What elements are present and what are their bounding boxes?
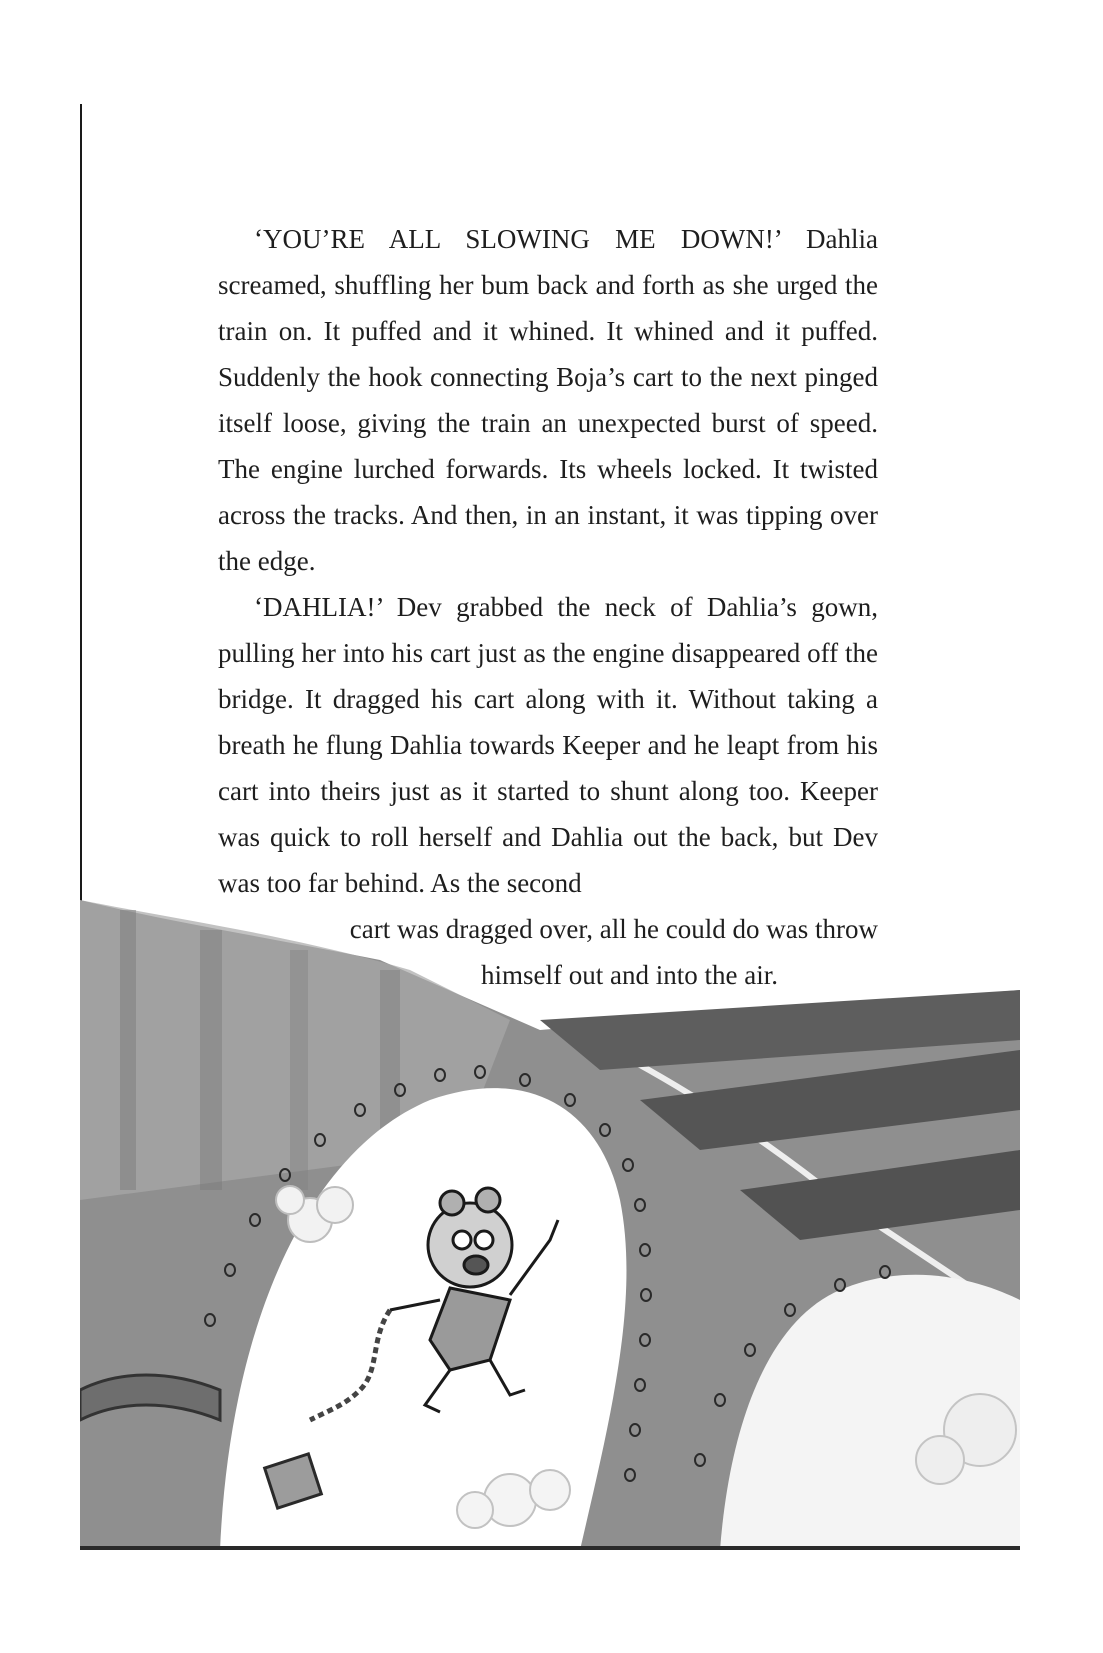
story-text [218,216,878,998]
story-paragraph-1: ‘YOU’RE ALL SLOWING ME DOWN!’ Dahlia screamed, shuffling her bum back and forth as she urged the train on. It puffed and it whined. It whined and it puffed. Suddenly the hook connecting Boja’s cart to the next pinged itself loose, giving the train an unexpected burst of speed. The engine lurched forwards. Its wheels locked. It twisted across the tracks. And then, in an instant, it was tipping over the edge. [218,224,878,576]
story-tail-line-2: himself out and into the air. [481,960,778,990]
story-tail-line-1: cart was dragged over, all he could do was throw [349,914,878,944]
story-paragraph-2-tail [218,906,878,998]
illustration-bottom-edge [80,1546,1020,1550]
story-paragraph-2: ‘DAHLIA!’ Dev grabbed the neck of Dahlia’s gown, pulling her into his cart just as the engine disappeared off the bridge. It dragged his cart along with it. Without taking a breath he flung Dahlia towards Keeper and he leapt from his cart into theirs just as it started to shunt along too. Keeper was quick to roll herself and Dahlia out the back, but Dev was too far behind. As the second [218,592,878,898]
wall-streak [120,910,136,1190]
